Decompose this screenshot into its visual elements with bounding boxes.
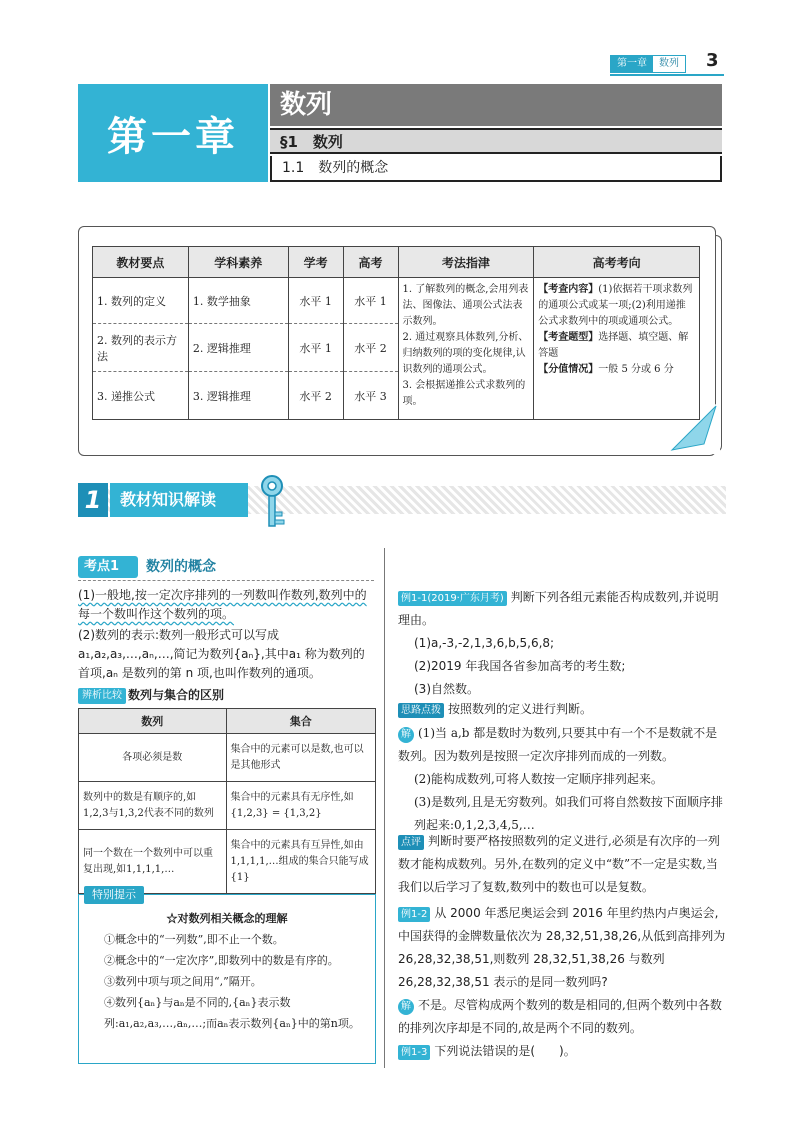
knowledge-point-title: 数列的概念	[146, 559, 216, 575]
table-cell: 水平 1	[288, 278, 343, 324]
tips-item: ①概念中的“一列数”,即不止一个数。	[104, 933, 284, 946]
comment-label: 点评	[398, 835, 424, 850]
chapter-tag: 第一章	[611, 56, 653, 72]
table-cell: 数列中的数是有顺序的,如1,2,3与1,3,2代表不同的数列	[79, 782, 227, 830]
example-1-3	[398, 1040, 728, 1063]
col-header: 学考	[288, 247, 343, 278]
table-cell: 水平 1	[288, 324, 343, 372]
guide-item: 3. 会根据递推公式求数列的项。	[402, 380, 526, 407]
compare-title: 数列与集合的区别	[128, 688, 225, 702]
type-label: 【考查题型】	[538, 332, 599, 343]
section-number: 1	[78, 483, 108, 517]
example-question: 从 2000 年悉尼奥运会到 2016 年里约热内卢奥运会,中国获得的金牌数量依次为 28,32,51,38,26,从低到高排列为 26,28,32,38,51,则数列 28,32,51,38,26 与数列 26,28,32,38,51 表示的是同一数列吗?	[398, 906, 726, 989]
definition-text: (1)一般地,按一定次序排列的一列数叫作数列,数列中的每一个数叫作这个数列的项。	[78, 588, 367, 621]
table-cell: 集合中的元素具有互异性,如由1,1,1,1,…组成的集合只能写成{1}	[226, 830, 376, 894]
col-header: 集合	[226, 709, 376, 734]
table-cell: 集合中的元素具有无序性,如{1,2,3} = {1,3,2}	[226, 782, 376, 830]
score-label: 【分值情况】	[538, 364, 599, 375]
table-cell: 各项必须是数	[79, 734, 227, 782]
table-cell: 水平 3	[343, 372, 398, 420]
solution-block	[398, 722, 728, 837]
notation-paragraph: (2)数列的表示:数列一般形式可以写成 a₁,a₂,a₃,…,aₙ,…,简记为数列{aₙ},其中a₁ 称为数列的首项,aₙ 是数列的第 n 项,也叫作数列的通项。	[78, 628, 365, 680]
guide-item: 2. 通过观察具体数列,分析、归纳数列的项的变化规律,认识数列的通项公式。	[402, 332, 529, 375]
table-cell: 1. 数学抽象	[188, 278, 288, 324]
section-heading: 教材知识解读	[110, 483, 248, 517]
score-text: 一般 5 分或 6 分	[598, 364, 674, 375]
comment-block	[398, 830, 728, 899]
hint-label: 思路点拨	[398, 703, 444, 718]
table-cell: 集合中的元素可以是数,也可以是其他形式	[226, 734, 376, 782]
table-cell: 2. 数列的表示方法	[93, 324, 189, 372]
col-header: 高考考向	[534, 247, 700, 278]
subsection-title: 1.1 数列的概念	[270, 156, 722, 182]
tips-content	[88, 908, 366, 1034]
outline-table	[92, 246, 700, 420]
col-header: 教材要点	[93, 247, 189, 278]
comment-text: 判断时要严格按照数列的定义进行,必须是有次序的一列数才能构成数列。另外,在数列的定义中“数”不一定是实数,当我们以后学习了复数,数列中的数也可以是复数。	[398, 834, 720, 894]
solution-item: (1)当 a,b 都是数时为数列,只要其中有一个不是数就不是数列。因为数列是按照一定次序排列而成的一列数。	[398, 726, 718, 763]
section-title: §1 数列	[270, 128, 722, 154]
chapter-title: 数列	[270, 84, 722, 126]
solution-label: 解	[398, 999, 414, 1015]
content-text: (1)依据若干项求数列的通项公式或某一项;(2)利用递推公式求数列中的项或通项公式。	[538, 284, 693, 327]
table-cell: 3. 逻辑推理	[188, 372, 288, 420]
tips-item: ④数列{aₙ}与aₙ是不同的,{aₙ}表示数列:a₁,a₂,a₃,…,aₙ,…;而aₙ表示数列{aₙ}中的第n项。	[104, 996, 360, 1030]
example-question: 下列说法错误的是( )。	[434, 1044, 576, 1058]
example-item: (2)2019 年我国各省参加高考的考生数;	[414, 659, 626, 673]
example-item: (3)自然数。	[414, 682, 479, 696]
table-cell: 3. 递推公式	[93, 372, 189, 420]
definition-paragraph	[78, 586, 374, 624]
page-number: 3	[706, 50, 719, 71]
solution-2-block	[398, 994, 728, 1040]
table-cell: 水平 2	[288, 372, 343, 420]
solution-text: 不是。尽管构成两个数列的数是相同的,但两个数列中各数的排列次序却是不同的,故是两个不同的数列。	[398, 998, 722, 1035]
tips-title: ☆对数列相关概念的理解	[166, 912, 288, 925]
table-cell: 水平 1	[343, 278, 398, 324]
chapter-label: 第一章	[78, 84, 268, 182]
tips-item: ②概念中的“一定次序”,即数列中的数是有序的。	[104, 954, 339, 967]
col-header: 数列	[79, 709, 227, 734]
hint-block	[398, 698, 728, 721]
header-rule	[610, 74, 724, 76]
guide-item: 1. 了解数列的概念,会用列表法、图像法、通项公式法表示数列。	[402, 284, 529, 327]
table-cell: 2. 逻辑推理	[188, 324, 288, 372]
section-tag: 数列	[653, 56, 685, 72]
column-divider	[384, 548, 385, 1068]
solution-item: (2)能构成数列,可将人数按一定顺序排列起来。	[414, 772, 663, 786]
tips-badge: 特别提示	[84, 886, 144, 904]
example-1-1	[398, 586, 728, 701]
knowledge-point-badge: 考点1	[78, 556, 138, 578]
example-1-2	[398, 902, 728, 994]
example-question: 判断下列各组元素能否构成数列,并说明理由。	[398, 590, 719, 627]
table-cell: 同一个数在一个数列中可以重复出现,如1,1,1,1,…	[79, 830, 227, 894]
compare-table	[78, 708, 376, 894]
col-header: 考法指津	[398, 247, 534, 278]
table-cell: 1. 数列的定义	[93, 278, 189, 324]
key-icon	[252, 472, 292, 532]
type-text: 选择题、填空题、解答题	[538, 332, 689, 359]
hint-text: 按照数列的定义进行判断。	[448, 702, 593, 716]
example-label: 例1-3	[398, 1045, 430, 1060]
header-tag	[610, 55, 686, 73]
table-cell: 水平 2	[343, 324, 398, 372]
example-item: (1)a,-3,-2,1,3,6,b,5,6,8;	[414, 636, 555, 650]
col-header: 学科素养	[188, 247, 288, 278]
content-label: 【考查内容】	[538, 284, 599, 295]
col-header: 高考	[343, 247, 398, 278]
tips-item: ③数列中项与项之间用“,”隔开。	[104, 975, 262, 988]
solution-item: (3)是数列,且是无穷数列。如我们可将自然数按下面顺序排列起来:0,1,2,3,4,5,…	[414, 795, 723, 832]
compare-badge: 辨析比较	[78, 688, 126, 704]
solution-label: 解	[398, 727, 414, 743]
example-label: 例1-2	[398, 907, 430, 922]
example-label: 例1-1(2019·广东月考)	[398, 591, 507, 606]
dashed-rule	[78, 580, 374, 581]
